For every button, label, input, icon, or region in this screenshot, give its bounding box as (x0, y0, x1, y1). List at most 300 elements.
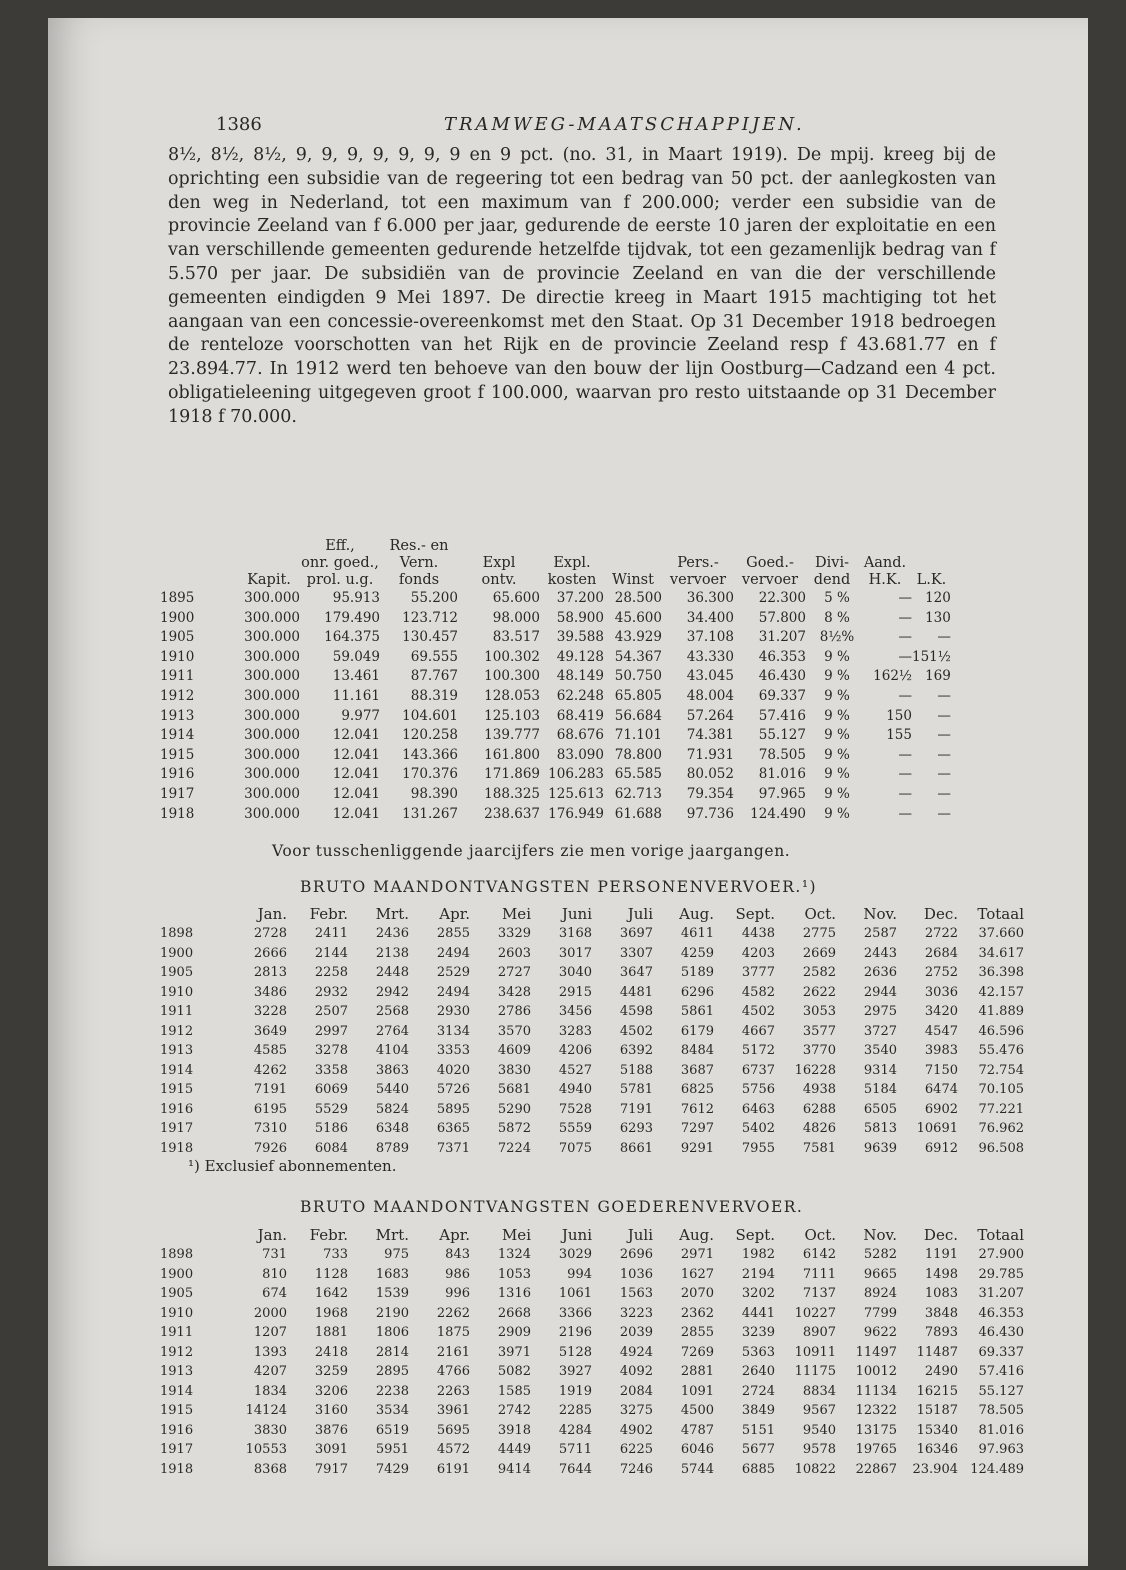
table-cell: 2813 (253, 965, 287, 980)
table-cell: 4585 (253, 1043, 287, 1058)
table-cell: 76.962 (978, 1121, 1024, 1136)
running-title: TRAMWEG-MAATSCHAPPIJEN. (444, 114, 805, 135)
table-cell: 1917 (160, 785, 195, 802)
table-cell: 2490 (924, 1364, 958, 1379)
table-cell: 11175 (794, 1364, 836, 1379)
table-cell: 170.376 (402, 766, 458, 783)
table-cell: 2942 (375, 984, 409, 1000)
table-cell: 1911 (160, 1004, 194, 1019)
table-row (160, 1362, 1024, 1382)
table-cell: 5824 (375, 1101, 409, 1117)
table-cell: 5677 (741, 1442, 775, 1457)
table-cell: 1061 (558, 1286, 592, 1301)
table-cell: 5082 (497, 1364, 531, 1379)
table-cell: 11497 (855, 1344, 897, 1360)
table-cell: 4104 (375, 1043, 409, 1058)
table-cell: 8661 (619, 1140, 653, 1156)
table-row (160, 1041, 1024, 1061)
table-cell: 300.000 (244, 668, 300, 685)
table-cell: 2070 (680, 1286, 714, 1301)
table-cell: 3697 (619, 926, 653, 941)
table-cell: 128.053 (484, 687, 540, 704)
table-cell: 1683 (375, 1266, 409, 1282)
month-header: Dec. (923, 1226, 958, 1244)
table-cell: 6463 (741, 1101, 775, 1117)
table-cell: 9314 (863, 1062, 897, 1078)
table-row (160, 1061, 1024, 1081)
table-cell: 23.904 (912, 1461, 958, 1477)
table-cell: 125.613 (548, 785, 604, 802)
table-cell: 3275 (619, 1403, 653, 1418)
table-cell: 3876 (314, 1422, 348, 1438)
table-cell: 5681 (497, 1082, 531, 1097)
table-cell: 300.000 (244, 746, 300, 763)
table-cell: 1191 (924, 1247, 958, 1262)
table-cell: 3687 (680, 1062, 714, 1078)
table-cell: 6519 (375, 1422, 409, 1438)
table-cell: 2684 (924, 945, 958, 961)
table-cell: 3091 (314, 1442, 348, 1457)
table-cell: 8907 (802, 1325, 836, 1340)
table-cell: 7269 (680, 1344, 714, 1360)
table-cell: 1585 (497, 1383, 531, 1399)
table-cell: 1881 (314, 1325, 348, 1340)
table-cell: 1918 (160, 805, 195, 822)
table-cell: 188.325 (484, 785, 540, 802)
table-cell: 5781 (619, 1082, 653, 1097)
table-cell: 8 % (824, 609, 850, 626)
table-cell: 6293 (619, 1121, 653, 1136)
table-cell: 1916 (160, 1101, 194, 1117)
table-cell: 1875 (436, 1325, 470, 1340)
table-cell: 1913 (160, 1043, 194, 1058)
table-cell: 4787 (680, 1422, 714, 1438)
table-cell: 1316 (497, 1286, 531, 1301)
table-cell: 1324 (497, 1247, 531, 1262)
table-cell: 4902 (619, 1422, 653, 1438)
table-cell: 674 (262, 1286, 287, 1301)
table-cell: 71.101 (614, 727, 662, 744)
table-cell: 6191 (436, 1461, 470, 1477)
month-header: Sept. (735, 905, 775, 923)
table-cell: 5290 (497, 1101, 531, 1117)
table-cell: 6179 (680, 1023, 714, 1039)
table-cell: 9 % (824, 668, 850, 685)
table-cell: 843 (445, 1247, 470, 1262)
table-cell: 3428 (497, 984, 531, 1000)
table-cell: 46.430 (978, 1325, 1024, 1340)
table-cell: — (937, 805, 951, 822)
table-cell: 57.264 (686, 707, 734, 724)
table-cell: 300.000 (244, 629, 300, 646)
table-cell: 5282 (863, 1247, 897, 1262)
table-cell: 6365 (436, 1121, 470, 1136)
table-row (160, 1460, 1024, 1480)
month-header: Oct. (804, 905, 836, 923)
table-cell: 4611 (680, 926, 714, 941)
table-cell: 12.041 (332, 805, 380, 822)
table-cell: 9540 (802, 1422, 836, 1438)
table-cell: 8½% (819, 629, 855, 646)
table-cell: 6348 (375, 1121, 409, 1136)
table-cell: 10822 (794, 1461, 836, 1477)
table-cell: 1915 (160, 1082, 194, 1097)
table-cell: 2582 (802, 965, 836, 980)
table-cell: 7246 (619, 1461, 653, 1477)
table-cell: 3647 (619, 965, 653, 980)
table-cell: 6505 (863, 1101, 897, 1117)
table-cell: 31.207 (978, 1286, 1024, 1301)
table-cell: 14124 (245, 1403, 287, 1418)
table-cell: 4481 (619, 984, 653, 1000)
table-cell: 1091 (680, 1383, 714, 1399)
table-cell: 2190 (375, 1305, 409, 1321)
table-cell: 46.353 (978, 1305, 1024, 1321)
table-row (160, 1119, 1024, 1139)
table-cell: 43.929 (614, 629, 662, 646)
table-cell: 6885 (741, 1461, 775, 1477)
table-cell: 80.052 (686, 766, 734, 783)
table-cell: 150 (886, 707, 912, 724)
table-cell: 2196 (558, 1325, 592, 1340)
table-cell: 96.508 (978, 1140, 1024, 1156)
table-cell: 9639 (863, 1140, 897, 1156)
table-cell: 48.004 (686, 687, 734, 704)
table-cell: 8924 (863, 1286, 897, 1301)
table-cell: 1905 (160, 1286, 194, 1301)
table-cell: 7429 (375, 1461, 409, 1477)
table-row (160, 1022, 1024, 1042)
table-cell: 1910 (160, 648, 195, 665)
table-cell: 2724 (741, 1383, 775, 1399)
table-cell: 2975 (863, 1004, 897, 1019)
table-cell: 996 (445, 1286, 470, 1301)
table-cell: 6296 (680, 984, 714, 1000)
table-cell: 8789 (375, 1140, 409, 1156)
table-cell: 3307 (619, 945, 653, 961)
table-cell: 2855 (680, 1325, 714, 1340)
col-header: Eff., onr. goed., prol. u.g. (301, 538, 379, 588)
table-cell: 7528 (558, 1101, 592, 1117)
month-header: Oct. (804, 1226, 836, 1244)
table-cell: 5440 (375, 1082, 409, 1097)
table-cell: 9567 (802, 1403, 836, 1418)
table-cell: 5 % (824, 590, 850, 606)
finance-header-row (160, 538, 951, 589)
table-cell: 1918 (160, 1461, 194, 1477)
table-cell: 2930 (436, 1004, 470, 1019)
personen-table-body (160, 924, 1024, 1158)
table-cell: 77.221 (978, 1101, 1024, 1117)
table-cell: 9665 (863, 1266, 897, 1282)
table-cell: 300.000 (244, 707, 300, 724)
table-cell: 9 % (824, 687, 850, 704)
table-cell: — (937, 785, 951, 802)
table-cell: — (898, 629, 912, 646)
table-cell: 104.601 (402, 707, 458, 724)
table-cell: 2722 (924, 926, 958, 941)
body-paragraph (168, 144, 996, 430)
table-cell: 45.600 (614, 609, 662, 626)
table-cell: 9 % (824, 766, 850, 783)
col-header: Pers.- vervoer (669, 555, 727, 588)
table-row (160, 1382, 1024, 1402)
table-cell: 2362 (680, 1305, 714, 1321)
table-cell: 1539 (375, 1286, 409, 1301)
table-cell: 3160 (314, 1403, 348, 1418)
month-header: Juni (561, 905, 592, 923)
table-cell: 5861 (680, 1004, 714, 1019)
table-cell: 2909 (497, 1325, 531, 1340)
table-row (160, 667, 951, 687)
table-cell: 22.300 (758, 590, 806, 606)
table-cell: 3830 (497, 1062, 531, 1078)
table-cell: 2752 (924, 965, 958, 980)
table-cell: 6225 (619, 1442, 653, 1457)
table-cell: 11487 (916, 1344, 958, 1360)
table-cell: 3540 (863, 1043, 897, 1058)
table-cell: 9 % (824, 648, 850, 665)
table-cell: 733 (323, 1247, 348, 1262)
month-header: Totaal (977, 905, 1024, 923)
table-cell: 3353 (436, 1043, 470, 1058)
table-cell: 10227 (794, 1305, 836, 1321)
table-cell: 1914 (160, 1062, 194, 1078)
table-cell: 37.660 (978, 926, 1024, 941)
table-cell: 6902 (924, 1101, 958, 1117)
month-header-row (160, 1226, 1024, 1245)
col-header: Goed.- vervoer (741, 555, 799, 588)
table-cell: 12.041 (332, 766, 380, 783)
table-cell: 10553 (245, 1442, 287, 1457)
table-row (160, 765, 951, 785)
table-cell: 300.000 (244, 727, 300, 744)
table-cell: 2775 (802, 926, 836, 941)
month-header: Jan. (257, 1226, 287, 1244)
table-cell: 10691 (916, 1121, 958, 1136)
table-cell: 71.931 (686, 746, 734, 763)
table-cell: 171.869 (484, 766, 540, 783)
table-cell: 2039 (619, 1325, 653, 1340)
table-cell: 3202 (741, 1286, 775, 1301)
table-cell: 55.476 (978, 1043, 1024, 1058)
table-cell: 179.490 (324, 609, 380, 626)
table-cell: 2263 (436, 1383, 470, 1399)
table-cell: 130.457 (402, 629, 458, 646)
table-cell: 164.375 (324, 629, 380, 646)
table-row (160, 1080, 1024, 1100)
table-cell: 34.617 (978, 945, 1024, 961)
finance-table (160, 538, 951, 824)
table-cell: 97.963 (978, 1442, 1024, 1457)
table-cell: 2238 (375, 1383, 409, 1399)
table-cell: 300.000 (244, 648, 300, 665)
table-row (160, 687, 951, 707)
table-cell: 7612 (680, 1101, 714, 1117)
table-cell: 7371 (436, 1140, 470, 1156)
table-cell: 3918 (497, 1422, 531, 1438)
table-cell: 5951 (375, 1442, 409, 1457)
table-cell: 69.555 (410, 648, 458, 665)
table-cell: 169 (925, 668, 951, 685)
month-header: Sept. (735, 1226, 775, 1244)
table-cell: 4262 (253, 1062, 287, 1078)
table-cell: 3863 (375, 1062, 409, 1078)
table-cell: 7926 (253, 1140, 287, 1156)
table-cell: 54.367 (614, 648, 662, 665)
table-cell: 55.127 (758, 727, 806, 744)
table-cell: 68.419 (556, 707, 604, 724)
table-cell: 2138 (375, 945, 409, 961)
table-cell: 3053 (802, 1004, 836, 1019)
table-cell: 61.688 (614, 805, 662, 822)
table-cell: 46.596 (978, 1023, 1024, 1039)
col-header: Expl. kosten (547, 555, 597, 588)
table-cell: 4206 (558, 1043, 592, 1058)
table-cell: 1968 (314, 1305, 348, 1321)
table-cell: 57.800 (758, 609, 806, 626)
table-cell: 56.684 (614, 707, 662, 724)
table-row (160, 1304, 1024, 1324)
table-cell: 78.800 (614, 746, 662, 763)
table-cell: 4207 (253, 1364, 287, 1379)
table-cell: 2728 (253, 926, 287, 941)
table-cell: 69.337 (978, 1344, 1024, 1360)
table-cell: 1915 (160, 1403, 194, 1418)
table-cell: 79.354 (686, 785, 734, 802)
table-cell: — (898, 609, 912, 626)
table-cell: 98.000 (492, 609, 540, 626)
month-header: Mei (501, 905, 531, 923)
table-cell: 16228 (794, 1062, 836, 1078)
table-cell: 55.200 (410, 590, 458, 606)
table-cell: 1916 (160, 1422, 194, 1438)
table-cell: 1912 (160, 1344, 194, 1360)
table-cell: 2727 (497, 965, 531, 980)
table-row (160, 707, 951, 727)
table-cell: 9.977 (341, 707, 380, 724)
table-cell: 62.248 (556, 687, 604, 704)
table-cell: 5895 (436, 1101, 470, 1117)
table-cell: 5172 (741, 1043, 775, 1058)
table-cell: 3283 (558, 1023, 592, 1039)
table-cell: 2915 (558, 984, 592, 1000)
table-cell: 7799 (863, 1305, 897, 1321)
table-cell: 161.800 (484, 746, 540, 763)
table-cell: 7893 (924, 1325, 958, 1340)
table-cell: 1917 (160, 1442, 194, 1457)
table-cell: 3830 (253, 1422, 287, 1438)
table-cell: 3029 (558, 1247, 592, 1262)
table-cell: 11.161 (332, 687, 380, 704)
table-cell: 4438 (741, 926, 775, 941)
table-cell: 3486 (253, 984, 287, 1000)
table-cell: 22867 (855, 1461, 897, 1477)
table-cell: 5744 (680, 1461, 714, 1477)
table-cell: — (937, 707, 951, 724)
table-cell: 78.505 (978, 1403, 1024, 1418)
table-cell: 62.713 (614, 785, 662, 802)
table-cell: 16215 (916, 1383, 958, 1399)
table-cell: 1918 (160, 1140, 194, 1156)
month-header: Juli (627, 1226, 653, 1244)
table-cell: 1910 (160, 984, 194, 1000)
table-cell: 58.900 (556, 609, 604, 626)
table-cell: 5695 (436, 1422, 470, 1438)
table-cell: 2285 (558, 1403, 592, 1418)
table-cell: 124.489 (970, 1461, 1024, 1477)
table-cell: 12322 (855, 1403, 897, 1418)
table-cell: 1917 (160, 1121, 194, 1136)
table-cell: 3848 (924, 1305, 958, 1321)
table-cell: 3727 (863, 1023, 897, 1039)
table-cell: 3849 (741, 1403, 775, 1418)
goederen-title: BRUTO MAANDONTVANGSTEN GOEDERENVERVOER. (300, 1198, 804, 1216)
table-cell: 74.381 (686, 727, 734, 744)
table-cell: 2668 (497, 1305, 531, 1321)
table-cell: 95.913 (332, 590, 380, 606)
table-cell: 55.127 (978, 1383, 1024, 1399)
table-cell: 7150 (924, 1062, 958, 1078)
table-cell: 49.128 (556, 648, 604, 665)
table-row (160, 589, 951, 609)
personen-title: BRUTO MAANDONTVANGSTEN PERSONENVERVOER.¹) (300, 878, 818, 896)
table-cell: 68.676 (556, 727, 604, 744)
table-cell: — (937, 766, 951, 783)
table-cell: 6046 (680, 1442, 714, 1457)
table-cell: 34.400 (686, 609, 734, 626)
table-cell: 12.041 (332, 785, 380, 802)
table-cell: 13.461 (332, 668, 380, 685)
table-cell: 9 % (824, 746, 850, 763)
personen-table (160, 905, 1024, 1158)
table-cell: 5186 (314, 1121, 348, 1136)
table-cell: 1911 (160, 1325, 194, 1340)
table-cell: 986 (445, 1266, 470, 1282)
month-header: Mei (501, 1226, 531, 1244)
table-cell: 37.108 (686, 629, 734, 646)
table-cell: 3777 (741, 965, 775, 980)
table-cell: 2622 (802, 984, 836, 1000)
page-number: 1386 (216, 114, 262, 135)
table-cell: 9291 (680, 1140, 714, 1156)
table-cell: 2587 (863, 926, 897, 941)
table-cell: 2997 (314, 1023, 348, 1039)
table-cell: 5188 (619, 1062, 653, 1078)
table-cell: — (898, 766, 912, 783)
table-cell: 2944 (863, 984, 897, 1000)
goederen-table-body (160, 1245, 1024, 1479)
table-cell: 7111 (802, 1266, 836, 1282)
table-cell: 155 (886, 727, 912, 744)
table-cell: 42.157 (978, 984, 1024, 1000)
table-cell: 5184 (863, 1082, 897, 1097)
table-cell: 3983 (924, 1043, 958, 1058)
table-cell: 731 (262, 1247, 287, 1262)
table-row (160, 983, 1024, 1003)
table-cell: 300.000 (244, 590, 300, 606)
table-cell: 1898 (160, 926, 194, 941)
table-cell: 5402 (741, 1121, 775, 1136)
table-cell: 1627 (680, 1266, 714, 1282)
table-cell: 4938 (802, 1082, 836, 1097)
table-row (160, 1421, 1024, 1441)
table-cell: 28.500 (614, 590, 662, 606)
table-cell: 3134 (436, 1023, 470, 1039)
month-header: Apr. (439, 1226, 470, 1244)
table-cell: 3456 (558, 1004, 592, 1019)
table-cell: 8368 (253, 1461, 287, 1477)
